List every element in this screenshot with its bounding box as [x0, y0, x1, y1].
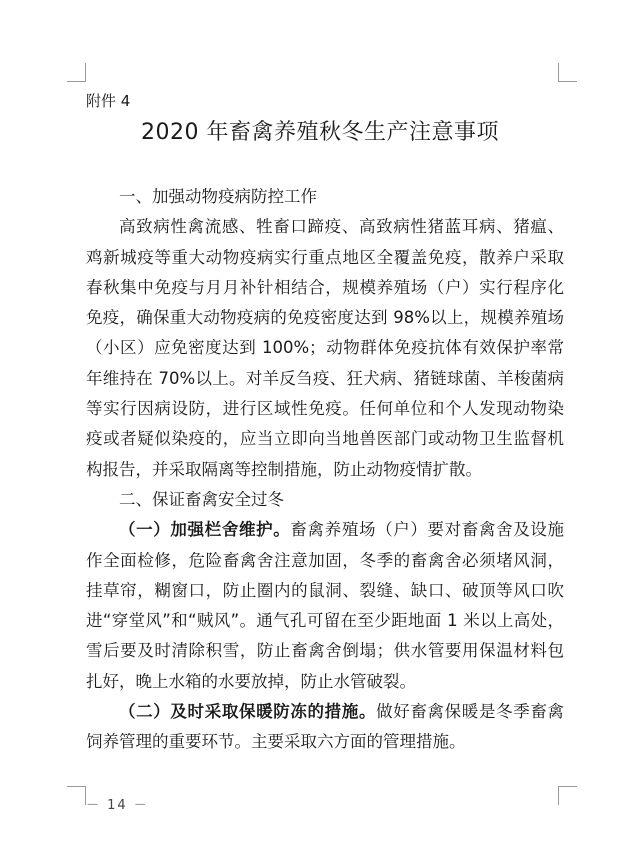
- paragraph-line: 鸡新城疫等重大动物疫病实行重点地区全覆盖免疫，散养户采取: [86, 247, 564, 267]
- paragraph-line: 雪后要及时清除积雪，防止畜禽舍倒塌；供水管要用保温材料包: [86, 641, 564, 661]
- crop-mark-top-right: [558, 63, 577, 82]
- paragraph-line: 挂草帘，糊窗口，防止圈内的鼠洞、裂缝、缺口、破顶等风口吹: [86, 580, 564, 600]
- page-number: － 14 －: [86, 798, 149, 813]
- paragraph-line: 疫或者疑似染疫的，应当立即向当地兽医部门或动物卫生监督机: [86, 429, 564, 449]
- document-body: [86, 182, 564, 758]
- subsection-1-first-line: [86, 515, 564, 545]
- paragraph-line: （小区）应免密度达到 100%；动物群体免疫抗体有效保护率常: [86, 338, 564, 358]
- paragraph-line: 饲养管理的重要环节。主要采取六方面的管理措施。: [86, 732, 466, 752]
- crop-mark-top-left: [67, 63, 86, 82]
- crop-mark-bottom-left: [67, 786, 86, 805]
- paragraph-line: 年维持在 70%以上。对羊反刍疫、狂犬病、猪链球菌、羊梭菌病: [86, 368, 564, 388]
- paragraph-line: 构报告，并采取隔离等控制措施，防止动物疫情扩散。: [86, 459, 482, 479]
- subsection-2-text: 做好畜禽保暖是冬季畜禽: [376, 702, 565, 722]
- paragraph-line: 扎好，晚上水箱的水要放掉，防止水管破裂。: [86, 671, 416, 691]
- paragraph-line: 作全面检修，危险畜禽舍注意加固，冬季的畜禽舍必须堵风洞，: [86, 550, 564, 570]
- document-title: 2020 年畜禽养殖秋冬生产注意事项: [141, 120, 499, 145]
- paragraph-line: 免疫，确保重大动物疫病的免疫密度达到 98%以上，规模养殖场: [86, 308, 564, 328]
- subsection-1-text: 畜禽养殖场（户）要对畜禽舍及设施: [290, 520, 565, 540]
- subsection-2-first-line: [86, 697, 564, 727]
- attachment-label: 附件 4: [86, 92, 131, 110]
- subsection-1-heading: （一）加强栏舍维护。: [119, 520, 291, 540]
- paragraph-line: 春秋集中免疫与月月补针相结合，规模养殖场（户）实行程序化: [86, 277, 564, 297]
- subsection-2-heading: （二）及时采取保暖防冻的措施。: [119, 702, 377, 722]
- crop-mark-bottom-right: [558, 786, 577, 805]
- paragraph-line: 高致病性禽流感、牲畜口蹄疫、高致病性猪蓝耳病、猪瘟、: [119, 217, 564, 237]
- section-heading-1: 一、加强动物疫病防控工作: [119, 187, 317, 206]
- section-heading-2: 二、保证畜禽安全过冬: [119, 489, 284, 509]
- paragraph-line: 等实行因病设防，进行区域性免疫。任何单位和个人发现动物染: [86, 399, 564, 419]
- paragraph-line: 进“穿堂风”和“贼风”。通气孔可留在至少距地面 1 米以上高处，: [86, 611, 564, 631]
